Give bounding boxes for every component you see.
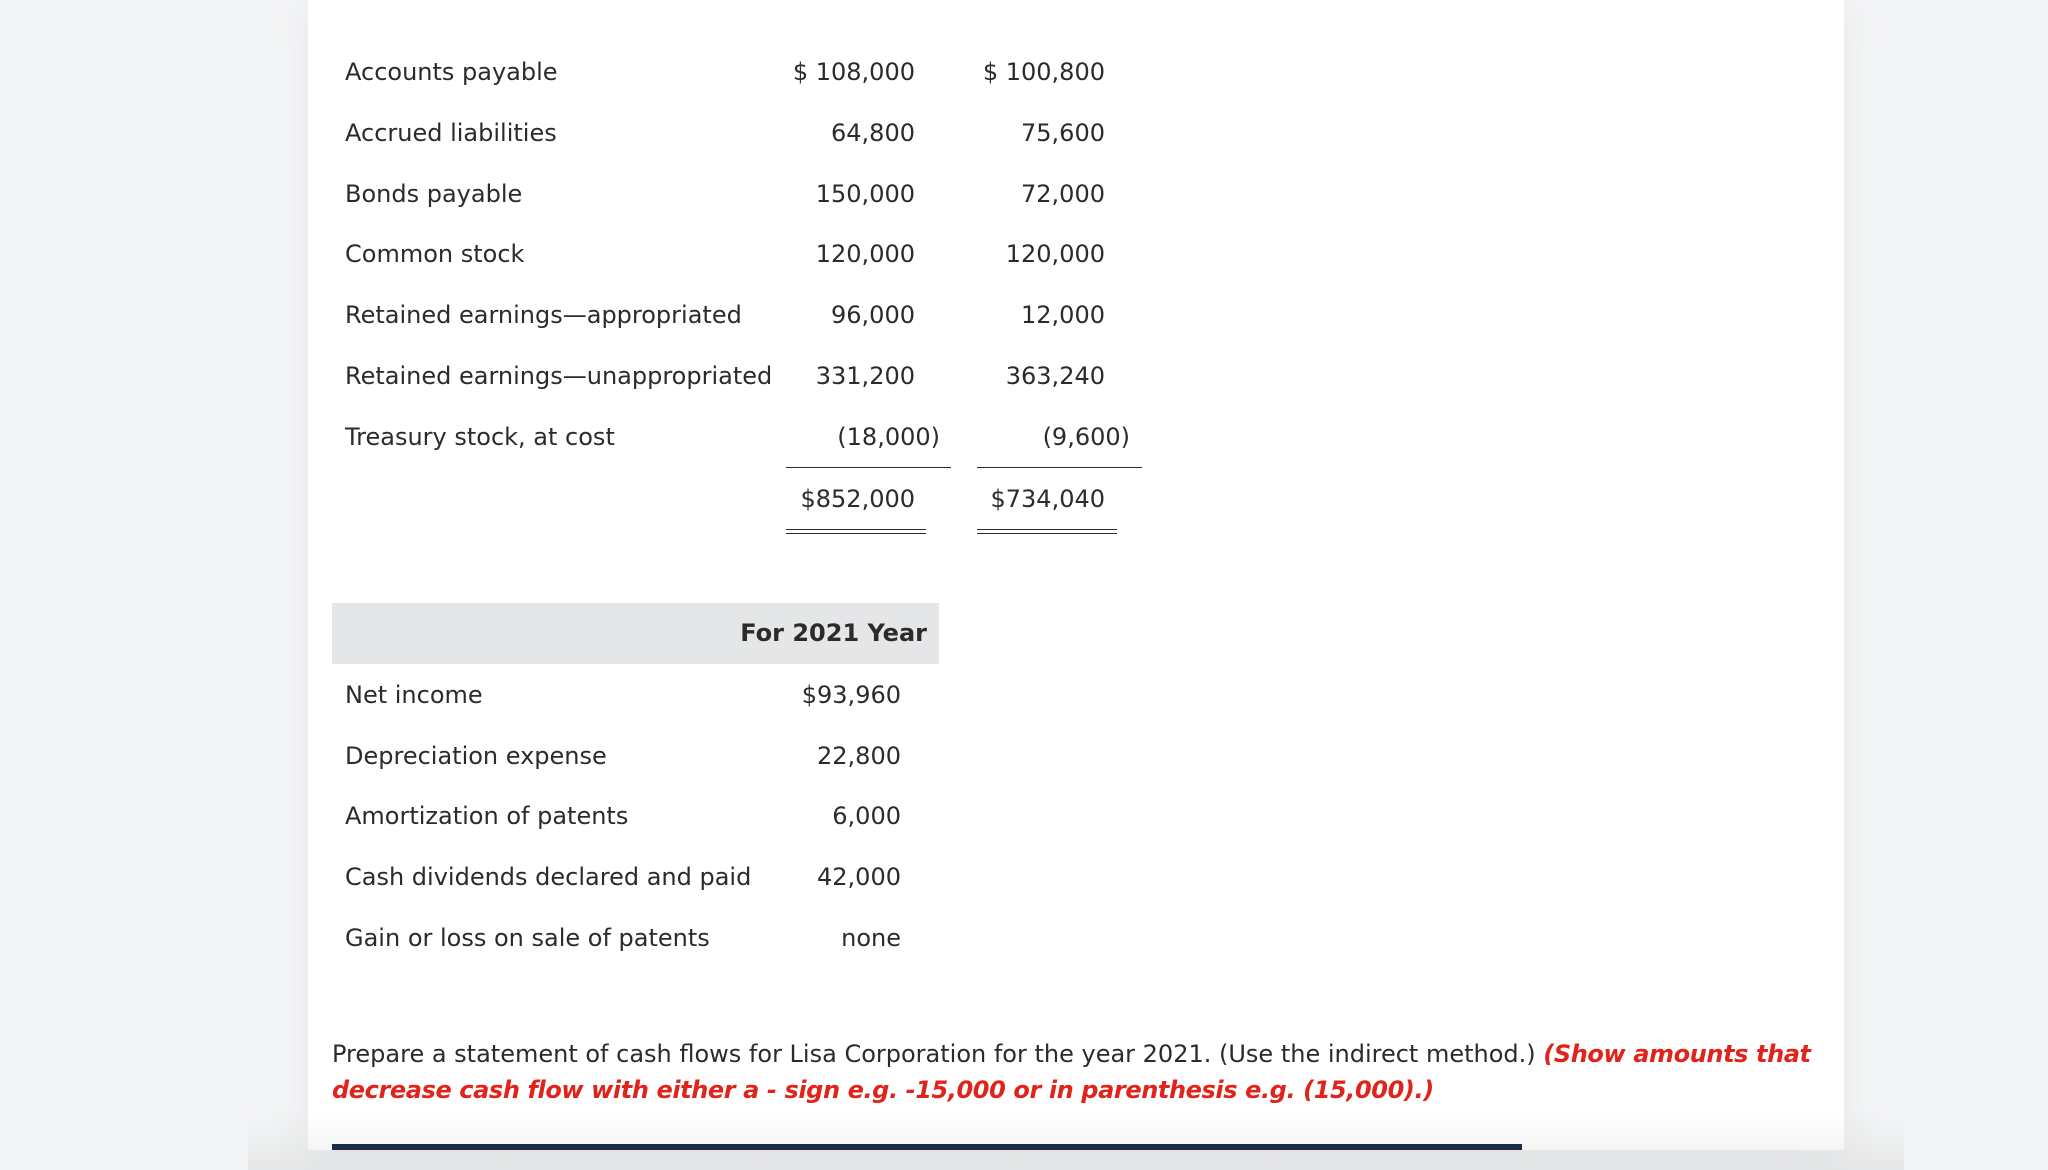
value-2021: (18,000) (837, 423, 940, 451)
table-header (332, 603, 939, 664)
subtotal-rule (786, 467, 951, 468)
value-2020: 72,000 (1021, 180, 1105, 208)
instruction-text: Prepare a statement of cash flows for Lisa Corporation for the year 2021. (Use the indirect method.) (332, 1040, 1544, 1068)
value-2020: (9,600) (1042, 423, 1130, 451)
answer-table-top-border (332, 1144, 1522, 1150)
instruction-note: (Show amounts that decrease cash flow with either a - sign e.g. -15,000 or in parenthesis e.g. (15,000).) (332, 1040, 1811, 1104)
row-label: Depreciation expense (345, 742, 607, 770)
value-2020: 120,000 (1005, 240, 1105, 268)
row-value: 42,000 (817, 863, 901, 891)
value-2021: 64,800 (831, 119, 915, 147)
value-2021: $ 108,000 (792, 58, 915, 86)
row-label: Treasury stock, at cost (345, 423, 615, 451)
row-label: Accounts payable (345, 58, 558, 86)
row-value: 22,800 (817, 742, 901, 770)
row-value: 6,000 (832, 802, 901, 830)
subtotal-rule (977, 467, 1142, 468)
row-value: $93,960 (801, 681, 901, 709)
value-2020: $ 100,800 (982, 58, 1105, 86)
value-2021: 96,000 (831, 301, 915, 329)
row-label: Net income (345, 681, 483, 709)
row-label: Gain or loss on sale of patents (345, 924, 710, 952)
value-2021: 150,000 (815, 180, 915, 208)
content-panel (308, 0, 1844, 1150)
value-2020: 363,240 (1005, 362, 1105, 390)
total-double-rule (977, 529, 1117, 534)
column-header: For 2021 Year (740, 619, 927, 647)
total-2021: $852,000 (800, 485, 915, 513)
total-2020: $734,040 (990, 485, 1105, 513)
row-label: Bonds payable (345, 180, 523, 208)
value-2021: 331,200 (815, 362, 915, 390)
row-label: Retained earnings—appropriated (345, 301, 742, 329)
row-value: none (841, 924, 901, 952)
row-label: Accrued liabilities (345, 119, 557, 147)
row-label: Common stock (345, 240, 525, 268)
total-double-rule (786, 529, 926, 534)
question-instructions (332, 1036, 1832, 1108)
row-label: Retained earnings—unappropriated (345, 362, 773, 390)
value-2020: 12,000 (1021, 301, 1105, 329)
row-label: Amortization of patents (345, 802, 629, 830)
value-2020: 75,600 (1021, 119, 1105, 147)
row-label: Cash dividends declared and paid (345, 863, 752, 891)
value-2021: 120,000 (815, 240, 915, 268)
